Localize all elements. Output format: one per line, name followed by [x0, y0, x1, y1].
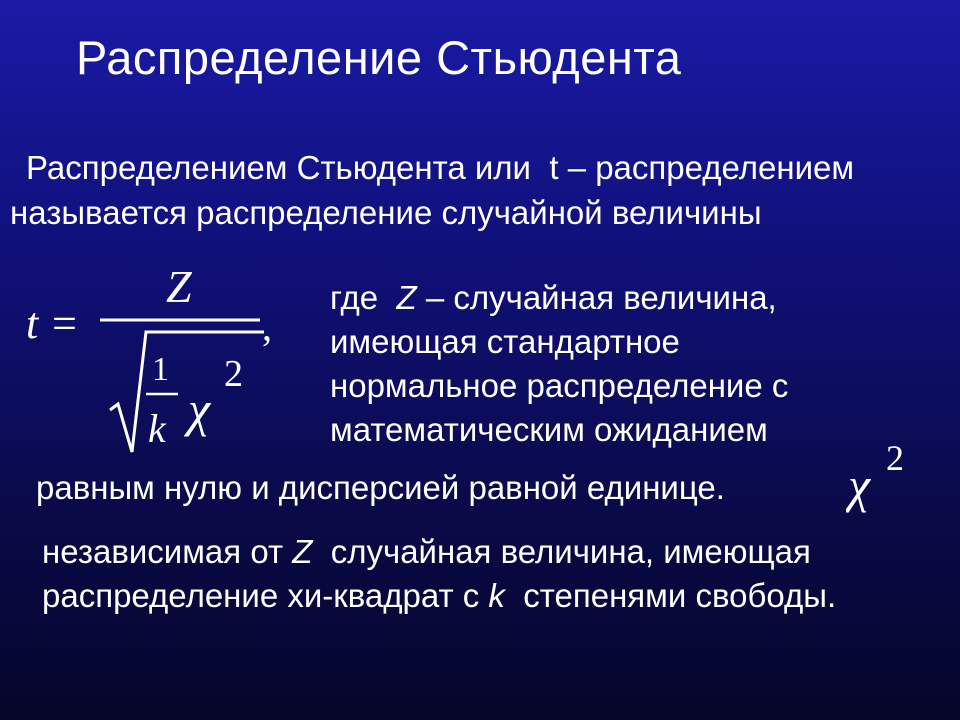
intro-line-1 — [26, 151, 854, 184]
chi-squared-symbol — [846, 444, 916, 514]
intro-line-2: называется распределение случайной величины — [10, 194, 762, 231]
inner-frac-denominator: k — [148, 406, 166, 451]
variance-line: равным нулю и дисперсией равной единице. — [36, 469, 725, 506]
independent-line-1 — [42, 535, 811, 568]
where-rest: – случайная величина, — [425, 279, 777, 316]
independent-text-b: случайная величина, имеющая — [330, 533, 811, 570]
slide-title: Распределение Стьюдента — [76, 31, 682, 84]
intro-text-a: Распределением Стьюдента или — [26, 149, 531, 186]
where-line-4: математическим ожиданием — [330, 411, 768, 448]
chi-symbol-letter: χ — [848, 457, 870, 513]
independent-z: Z — [292, 533, 313, 570]
chi-symbol-exponent: 2 — [886, 444, 904, 478]
independent-text-c: распределение хи-квадрат с — [42, 577, 480, 614]
where-line-1 — [330, 281, 777, 314]
formula-lhs: t = — [26, 299, 79, 348]
chi-exponent: 2 — [224, 353, 243, 395]
independent-text-d: степенями свободы. — [523, 577, 837, 614]
intro-text-b: – распределением — [567, 149, 855, 186]
where-line-3: нормальное распределение с — [330, 367, 789, 404]
independent-line-2 — [42, 579, 836, 612]
intro-t-letter: t — [549, 149, 559, 186]
independent-k: k — [488, 577, 505, 614]
inner-frac-numerator: 1 — [152, 351, 169, 388]
where-line-2: имеющая стандартное — [330, 323, 680, 360]
chi-letter: χ — [188, 381, 210, 437]
formula-numerator: Z — [166, 261, 192, 312]
formula-comma: , — [262, 304, 272, 349]
student-t-formula — [18, 258, 308, 458]
independent-text-a: независимая от — [42, 533, 284, 570]
where-gde: где — [330, 279, 379, 316]
where-z: Z — [396, 279, 417, 316]
